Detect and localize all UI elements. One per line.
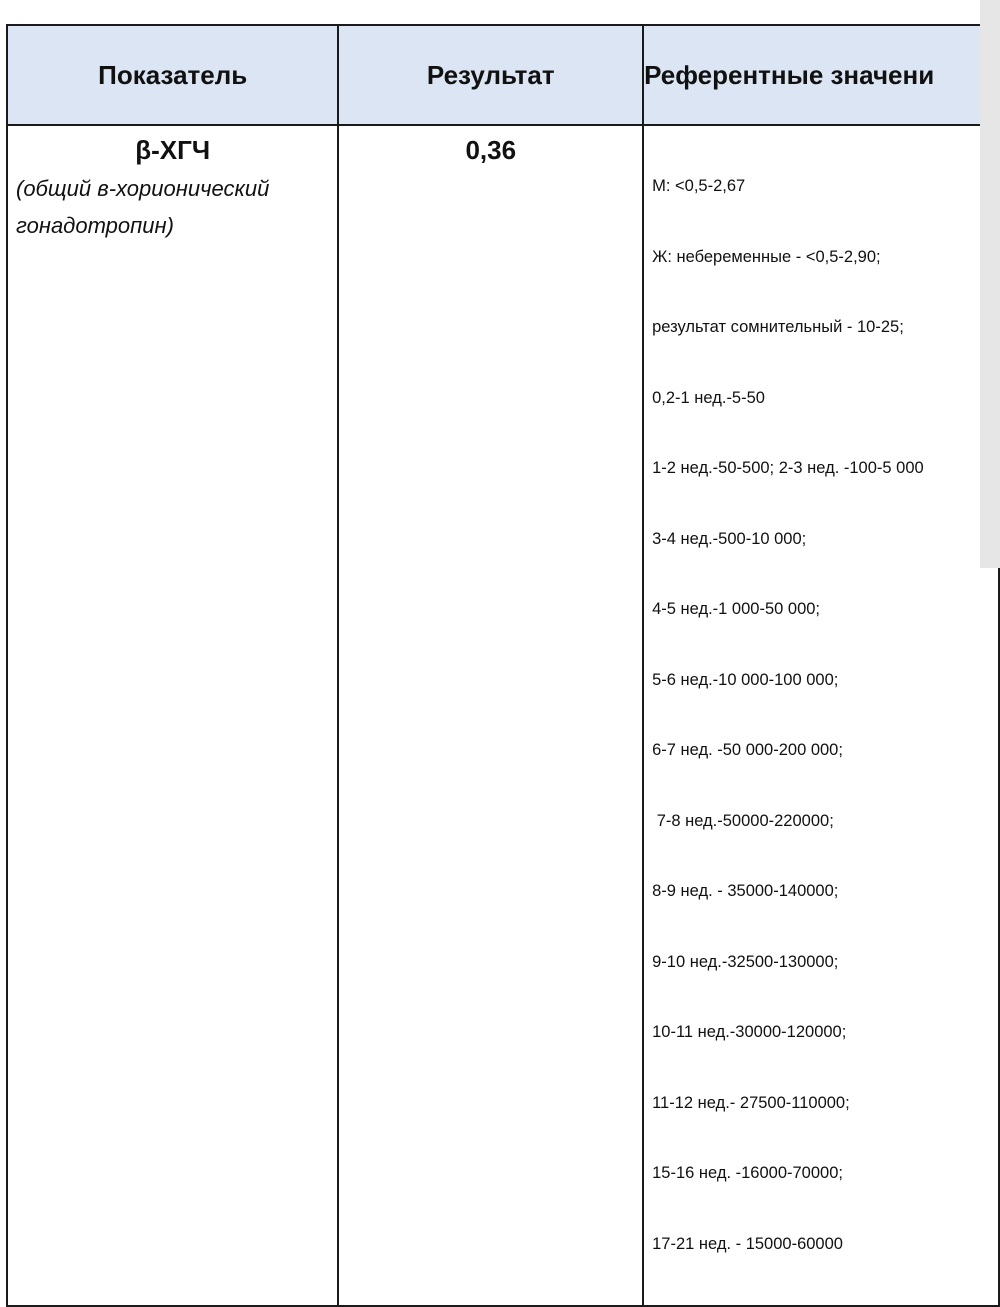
indicator-description: (общий в-хорионический гонадотропин) <box>16 176 270 238</box>
header-indicator: Показатель <box>7 25 338 125</box>
table-row <box>7 125 999 1306</box>
reference-value-line: М: <0,5-2,67 <box>652 177 746 195</box>
lab-results-table <box>6 24 1000 1307</box>
reference-value-line: 17-21 нед. - 15000-60000 <box>652 1234 843 1253</box>
reference-value-line: 8-9 нед. - 35000-140000; <box>652 882 839 900</box>
indicator-name: β-ХГЧ <box>135 135 211 165</box>
header-reference-values: Референтные значени <box>643 25 999 125</box>
result-value: 0,36 <box>465 135 517 165</box>
reference-value-line: 10-11 нед.-30000-120000; <box>652 1023 847 1041</box>
indicator-cell <box>7 125 338 1306</box>
header-result: Результат <box>338 25 643 125</box>
reference-value-line: 15-16 нед. -16000-70000; <box>652 1164 843 1182</box>
reference-values-list <box>644 126 998 1305</box>
reference-value-line: Ж: небеременные - <0,5-2,90; <box>652 247 881 266</box>
reference-value-line: 11-12 нед.- 27500-110000; <box>652 1093 850 1112</box>
reference-value-line: результат сомнительный - 10-25; <box>652 318 904 336</box>
reference-value-line: 5-6 нед.-10 000-100 000; <box>652 670 839 689</box>
reference-value-line: 3-4 нед.-500-10 000; <box>652 529 807 548</box>
result-cell <box>338 125 643 1306</box>
reference-values-cell <box>643 125 999 1306</box>
reference-value-line: 6-7 нед. -50 000-200 000; <box>652 741 843 759</box>
reference-value-line: 4-5 нед.-1 000-50 000; <box>652 600 821 618</box>
reference-value-line: 9-10 нед.-32500-130000; <box>652 952 839 971</box>
reference-value-line: 7-8 нед.-50000-220000; <box>652 811 834 830</box>
reference-value-line: 0,2-1 нед.-5-50 <box>652 388 765 407</box>
page-edge-strip <box>980 0 1000 568</box>
table-header-row <box>7 25 999 125</box>
reference-value-line: 1-2 нед.-50-500; 2-3 нед. -100-5 000 <box>652 459 924 477</box>
